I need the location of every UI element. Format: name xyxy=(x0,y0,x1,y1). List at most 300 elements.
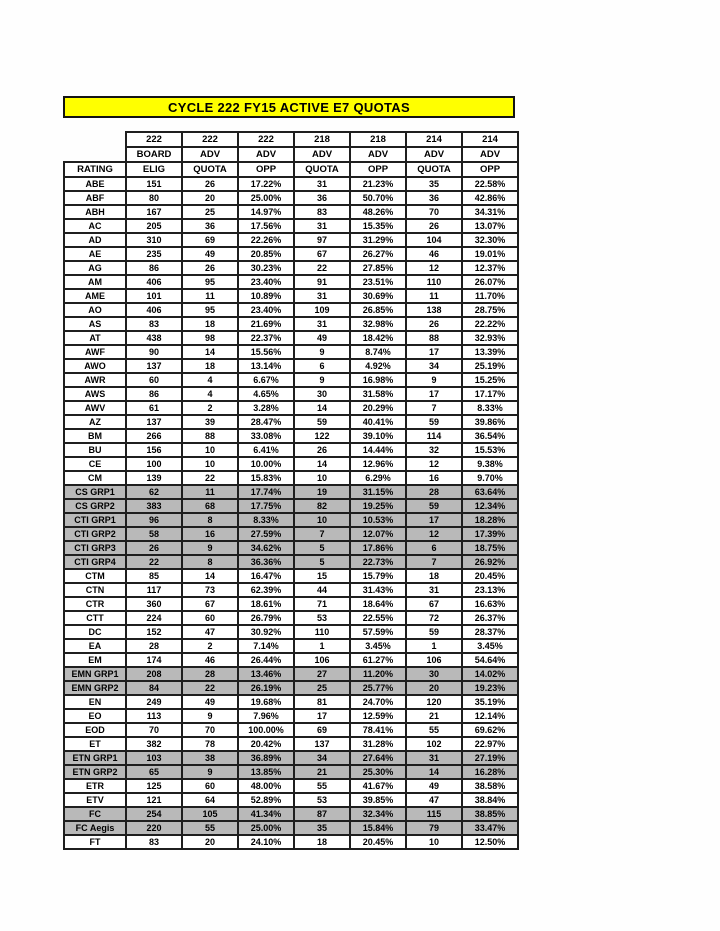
value-cell: 72 xyxy=(406,611,462,625)
value-cell: 24.70% xyxy=(350,695,406,709)
value-cell: 55 xyxy=(406,723,462,737)
rating-cell: CTI GRP4 xyxy=(64,555,126,569)
value-cell: 310 xyxy=(126,233,182,247)
value-cell: 9 xyxy=(406,373,462,387)
value-cell: 26.85% xyxy=(350,303,406,317)
value-cell: 18.61% xyxy=(238,597,294,611)
value-cell: 26 xyxy=(406,219,462,233)
value-cell: 20.85% xyxy=(238,247,294,261)
value-cell: 59 xyxy=(406,499,462,513)
value-cell: 70 xyxy=(406,205,462,219)
value-cell: 13.46% xyxy=(238,667,294,681)
value-cell: 438 xyxy=(126,331,182,345)
rating-cell: CM xyxy=(64,471,126,485)
value-cell: 100.00% xyxy=(238,723,294,737)
value-cell: 49 xyxy=(294,331,350,345)
value-cell: 174 xyxy=(126,653,182,667)
value-cell: 6.29% xyxy=(350,471,406,485)
rating-cell: EMN GRP1 xyxy=(64,667,126,681)
value-cell: 25.19% xyxy=(462,359,518,373)
value-cell: 13.85% xyxy=(238,765,294,779)
column-header: ADV xyxy=(182,147,238,162)
table-row xyxy=(64,401,518,415)
value-cell: 12.50% xyxy=(462,835,518,849)
value-cell: 39.10% xyxy=(350,429,406,443)
value-cell: 65 xyxy=(126,765,182,779)
value-cell: 151 xyxy=(126,177,182,191)
value-cell: 39 xyxy=(182,415,238,429)
value-cell: 4 xyxy=(182,387,238,401)
value-cell: 38.58% xyxy=(462,779,518,793)
value-cell: 36.36% xyxy=(238,555,294,569)
value-cell: 16 xyxy=(406,471,462,485)
value-cell: 28.37% xyxy=(462,625,518,639)
value-cell: 19.01% xyxy=(462,247,518,261)
value-cell: 17.17% xyxy=(462,387,518,401)
value-cell: 62.39% xyxy=(238,583,294,597)
rating-cell: EMN GRP2 xyxy=(64,681,126,695)
value-cell: 36.54% xyxy=(462,429,518,443)
value-cell: 31.29% xyxy=(350,233,406,247)
value-cell: 11 xyxy=(182,485,238,499)
value-cell: 28.75% xyxy=(462,303,518,317)
value-cell: 20 xyxy=(182,191,238,205)
table-row xyxy=(64,387,518,401)
value-cell: 31 xyxy=(406,583,462,597)
value-cell: 10.00% xyxy=(238,457,294,471)
value-cell: 152 xyxy=(126,625,182,639)
value-cell: 406 xyxy=(126,275,182,289)
value-cell: 9 xyxy=(294,373,350,387)
page-title: CYCLE 222 FY15 ACTIVE E7 QUOTAS xyxy=(63,96,515,118)
value-cell: 18.64% xyxy=(350,597,406,611)
value-cell: 39.86% xyxy=(462,415,518,429)
table-row xyxy=(64,513,518,527)
value-cell: 27 xyxy=(294,667,350,681)
value-cell: 19.23% xyxy=(462,681,518,695)
value-cell: 15.84% xyxy=(350,821,406,835)
table-row xyxy=(64,751,518,765)
value-cell: 4.65% xyxy=(238,387,294,401)
value-cell: 22.73% xyxy=(350,555,406,569)
value-cell: 23.40% xyxy=(238,303,294,317)
value-cell: 17.74% xyxy=(238,485,294,499)
value-cell: 59 xyxy=(406,625,462,639)
value-cell: 86 xyxy=(126,261,182,275)
column-header: QUOTA xyxy=(406,162,462,177)
rating-cell: AZ xyxy=(64,415,126,429)
rating-cell: ETR xyxy=(64,779,126,793)
rating-cell: AWO xyxy=(64,359,126,373)
value-cell: 106 xyxy=(294,653,350,667)
value-cell: 70 xyxy=(182,723,238,737)
value-cell: 16.98% xyxy=(350,373,406,387)
value-cell: 26.44% xyxy=(238,653,294,667)
rating-cell: AME xyxy=(64,289,126,303)
value-cell: 114 xyxy=(406,429,462,443)
value-cell: 6.67% xyxy=(238,373,294,387)
table-row xyxy=(64,289,518,303)
value-cell: 20.42% xyxy=(238,737,294,751)
value-cell: 12 xyxy=(406,261,462,275)
value-cell: 31.28% xyxy=(350,737,406,751)
value-cell: 137 xyxy=(126,359,182,373)
value-cell: 16.47% xyxy=(238,569,294,583)
value-cell: 10 xyxy=(182,457,238,471)
value-cell: 11.70% xyxy=(462,289,518,303)
value-cell: 137 xyxy=(294,737,350,751)
value-cell: 9 xyxy=(182,765,238,779)
column-header: 222 xyxy=(182,132,238,147)
value-cell: 87 xyxy=(294,807,350,821)
value-cell: 19 xyxy=(294,485,350,499)
value-cell: 12.07% xyxy=(350,527,406,541)
value-cell: 83 xyxy=(294,205,350,219)
rating-cell: FT xyxy=(64,835,126,849)
value-cell: 21.69% xyxy=(238,317,294,331)
value-cell: 84 xyxy=(126,681,182,695)
value-cell: 60 xyxy=(182,779,238,793)
value-cell: 3.45% xyxy=(350,639,406,653)
value-cell: 26.07% xyxy=(462,275,518,289)
value-cell: 33.47% xyxy=(462,821,518,835)
value-cell: 1 xyxy=(406,639,462,653)
value-cell: 167 xyxy=(126,205,182,219)
value-cell: 12.37% xyxy=(462,261,518,275)
value-cell: 18 xyxy=(182,317,238,331)
value-cell: 102 xyxy=(406,737,462,751)
table-row xyxy=(64,793,518,807)
value-cell: 78.41% xyxy=(350,723,406,737)
value-cell: 82 xyxy=(294,499,350,513)
value-cell: 10 xyxy=(406,835,462,849)
value-cell: 25.77% xyxy=(350,681,406,695)
value-cell: 32.93% xyxy=(462,331,518,345)
value-cell: 11 xyxy=(406,289,462,303)
header-spacer xyxy=(64,132,126,147)
value-cell: 22 xyxy=(182,681,238,695)
value-cell: 17.56% xyxy=(238,219,294,233)
value-cell: 109 xyxy=(294,303,350,317)
header-row xyxy=(64,162,518,177)
value-cell: 31 xyxy=(406,751,462,765)
value-cell: 68 xyxy=(182,499,238,513)
value-cell: 48.00% xyxy=(238,779,294,793)
table-row xyxy=(64,541,518,555)
value-cell: 15.35% xyxy=(350,219,406,233)
value-cell: 69.62% xyxy=(462,723,518,737)
table-row xyxy=(64,779,518,793)
value-cell: 3.28% xyxy=(238,401,294,415)
value-cell: 6.41% xyxy=(238,443,294,457)
value-cell: 9.38% xyxy=(462,457,518,471)
column-header: ADV xyxy=(294,147,350,162)
value-cell: 26 xyxy=(182,177,238,191)
value-cell: 22.55% xyxy=(350,611,406,625)
value-cell: 63.64% xyxy=(462,485,518,499)
column-header: QUOTA xyxy=(182,162,238,177)
value-cell: 97 xyxy=(294,233,350,247)
table-row xyxy=(64,639,518,653)
value-cell: 406 xyxy=(126,303,182,317)
value-cell: 235 xyxy=(126,247,182,261)
rating-cell: AC xyxy=(64,219,126,233)
value-cell: 14.02% xyxy=(462,667,518,681)
value-cell: 61.27% xyxy=(350,653,406,667)
value-cell: 32.30% xyxy=(462,233,518,247)
value-cell: 36 xyxy=(406,191,462,205)
value-cell: 95 xyxy=(182,303,238,317)
value-cell: 17.75% xyxy=(238,499,294,513)
value-cell: 18.75% xyxy=(462,541,518,555)
value-cell: 7 xyxy=(294,527,350,541)
value-cell: 67 xyxy=(294,247,350,261)
table-row xyxy=(64,457,518,471)
table-row xyxy=(64,303,518,317)
value-cell: 5 xyxy=(294,541,350,555)
value-cell: 22.22% xyxy=(462,317,518,331)
column-header: ADV xyxy=(350,147,406,162)
rating-cell: BM xyxy=(64,429,126,443)
value-cell: 40.41% xyxy=(350,415,406,429)
value-cell: 9 xyxy=(294,345,350,359)
value-cell: 9.70% xyxy=(462,471,518,485)
table-row xyxy=(64,373,518,387)
value-cell: 31 xyxy=(294,289,350,303)
value-cell: 39.85% xyxy=(350,793,406,807)
value-cell: 2 xyxy=(182,639,238,653)
rating-cell: DC xyxy=(64,625,126,639)
value-cell: 15.56% xyxy=(238,345,294,359)
value-cell: 53 xyxy=(294,793,350,807)
table-row xyxy=(64,191,518,205)
value-cell: 104 xyxy=(406,233,462,247)
value-cell: 38 xyxy=(182,751,238,765)
rating-cell: AS xyxy=(64,317,126,331)
value-cell: 224 xyxy=(126,611,182,625)
table-row xyxy=(64,765,518,779)
value-cell: 7 xyxy=(406,401,462,415)
value-cell: 46 xyxy=(182,653,238,667)
value-cell: 24.10% xyxy=(238,835,294,849)
rating-cell: EOD xyxy=(64,723,126,737)
rating-cell: ABH xyxy=(64,205,126,219)
value-cell: 15.53% xyxy=(462,443,518,457)
value-cell: 105 xyxy=(182,807,238,821)
value-cell: 12 xyxy=(406,457,462,471)
value-cell: 96 xyxy=(126,513,182,527)
value-cell: 17.86% xyxy=(350,541,406,555)
rating-cell: ET xyxy=(64,737,126,751)
column-header: 214 xyxy=(462,132,518,147)
value-cell: 69 xyxy=(182,233,238,247)
value-cell: 4 xyxy=(182,373,238,387)
table-row xyxy=(64,415,518,429)
table-row xyxy=(64,261,518,275)
value-cell: 8.33% xyxy=(238,513,294,527)
value-cell: 382 xyxy=(126,737,182,751)
value-cell: 16 xyxy=(182,527,238,541)
value-cell: 16.28% xyxy=(462,765,518,779)
value-cell: 32.98% xyxy=(350,317,406,331)
value-cell: 220 xyxy=(126,821,182,835)
rating-cell: CTI GRP3 xyxy=(64,541,126,555)
rating-cell: ETN GRP1 xyxy=(64,751,126,765)
value-cell: 23.51% xyxy=(350,275,406,289)
value-cell: 19.25% xyxy=(350,499,406,513)
value-cell: 26 xyxy=(406,317,462,331)
value-cell: 35.19% xyxy=(462,695,518,709)
value-cell: 18.28% xyxy=(462,513,518,527)
value-cell: 59 xyxy=(294,415,350,429)
value-cell: 55 xyxy=(294,779,350,793)
value-cell: 383 xyxy=(126,499,182,513)
value-cell: 34.62% xyxy=(238,541,294,555)
value-cell: 83 xyxy=(126,835,182,849)
value-cell: 12.96% xyxy=(350,457,406,471)
value-cell: 50.70% xyxy=(350,191,406,205)
column-header: ELIG xyxy=(126,162,182,177)
value-cell: 86 xyxy=(126,387,182,401)
rating-cell: CTM xyxy=(64,569,126,583)
value-cell: 7.14% xyxy=(238,639,294,653)
rating-cell: ETN GRP2 xyxy=(64,765,126,779)
column-header: ADV xyxy=(238,147,294,162)
value-cell: 22.26% xyxy=(238,233,294,247)
value-cell: 30.23% xyxy=(238,261,294,275)
value-cell: 26.79% xyxy=(238,611,294,625)
value-cell: 25.00% xyxy=(238,821,294,835)
value-cell: 28.47% xyxy=(238,415,294,429)
value-cell: 58 xyxy=(126,527,182,541)
value-cell: 27.59% xyxy=(238,527,294,541)
value-cell: 70 xyxy=(126,723,182,737)
table-row xyxy=(64,583,518,597)
rating-cell: ABF xyxy=(64,191,126,205)
value-cell: 85 xyxy=(126,569,182,583)
value-cell: 17.39% xyxy=(462,527,518,541)
value-cell: 3.45% xyxy=(462,639,518,653)
value-cell: 78 xyxy=(182,737,238,751)
value-cell: 249 xyxy=(126,695,182,709)
rating-cell: EO xyxy=(64,709,126,723)
value-cell: 10.89% xyxy=(238,289,294,303)
value-cell: 52.89% xyxy=(238,793,294,807)
value-cell: 64 xyxy=(182,793,238,807)
value-cell: 31.43% xyxy=(350,583,406,597)
value-cell: 21 xyxy=(294,765,350,779)
value-cell: 27.64% xyxy=(350,751,406,765)
table-row xyxy=(64,667,518,681)
table-row xyxy=(64,821,518,835)
value-cell: 10 xyxy=(294,471,350,485)
value-cell: 36 xyxy=(294,191,350,205)
table-row xyxy=(64,443,518,457)
value-cell: 41.34% xyxy=(238,807,294,821)
column-header: ADV xyxy=(406,147,462,162)
value-cell: 26.27% xyxy=(350,247,406,261)
value-cell: 12 xyxy=(406,527,462,541)
value-cell: 28 xyxy=(182,667,238,681)
header-spacer xyxy=(64,147,126,162)
rating-cell: AWV xyxy=(64,401,126,415)
value-cell: 88 xyxy=(406,331,462,345)
table-row xyxy=(64,499,518,513)
value-cell: 138 xyxy=(406,303,462,317)
column-header: OPP xyxy=(462,162,518,177)
value-cell: 12.34% xyxy=(462,499,518,513)
value-cell: 17 xyxy=(406,387,462,401)
value-cell: 32 xyxy=(406,443,462,457)
rating-cell: AO xyxy=(64,303,126,317)
value-cell: 33.08% xyxy=(238,429,294,443)
rating-cell: CE xyxy=(64,457,126,471)
value-cell: 6 xyxy=(294,359,350,373)
value-cell: 36.89% xyxy=(238,751,294,765)
value-cell: 8 xyxy=(182,513,238,527)
value-cell: 30.69% xyxy=(350,289,406,303)
value-cell: 17.22% xyxy=(238,177,294,191)
value-cell: 22 xyxy=(182,471,238,485)
value-cell: 266 xyxy=(126,429,182,443)
table-row xyxy=(64,247,518,261)
value-cell: 12.14% xyxy=(462,709,518,723)
value-cell: 62 xyxy=(126,485,182,499)
value-cell: 13.07% xyxy=(462,219,518,233)
column-header: 218 xyxy=(350,132,406,147)
rating-cell: EA xyxy=(64,639,126,653)
table-row xyxy=(64,331,518,345)
value-cell: 4.92% xyxy=(350,359,406,373)
value-cell: 20.45% xyxy=(350,835,406,849)
table-row xyxy=(64,317,518,331)
value-cell: 31 xyxy=(294,219,350,233)
value-cell: 17 xyxy=(294,709,350,723)
value-cell: 60 xyxy=(126,373,182,387)
value-cell: 57.59% xyxy=(350,625,406,639)
value-cell: 100 xyxy=(126,457,182,471)
value-cell: 10.53% xyxy=(350,513,406,527)
column-header: OPP xyxy=(238,162,294,177)
value-cell: 81 xyxy=(294,695,350,709)
value-cell: 73 xyxy=(182,583,238,597)
column-header: QUOTA xyxy=(294,162,350,177)
value-cell: 67 xyxy=(406,597,462,611)
rating-cell: AE xyxy=(64,247,126,261)
table-row xyxy=(64,807,518,821)
table-row xyxy=(64,177,518,191)
value-cell: 95 xyxy=(182,275,238,289)
value-cell: 31.58% xyxy=(350,387,406,401)
value-cell: 7 xyxy=(406,555,462,569)
value-cell: 106 xyxy=(406,653,462,667)
rating-cell: AM xyxy=(64,275,126,289)
column-header: 222 xyxy=(126,132,182,147)
table-row xyxy=(64,275,518,289)
value-cell: 11.20% xyxy=(350,667,406,681)
rating-cell: CTR xyxy=(64,597,126,611)
value-cell: 48.26% xyxy=(350,205,406,219)
column-header: BOARD xyxy=(126,147,182,162)
table-row xyxy=(64,555,518,569)
value-cell: 137 xyxy=(126,415,182,429)
table-row xyxy=(64,709,518,723)
value-cell: 54.64% xyxy=(462,653,518,667)
value-cell: 25.30% xyxy=(350,765,406,779)
rating-cell: CS GRP2 xyxy=(64,499,126,513)
table-row xyxy=(64,737,518,751)
value-cell: 113 xyxy=(126,709,182,723)
